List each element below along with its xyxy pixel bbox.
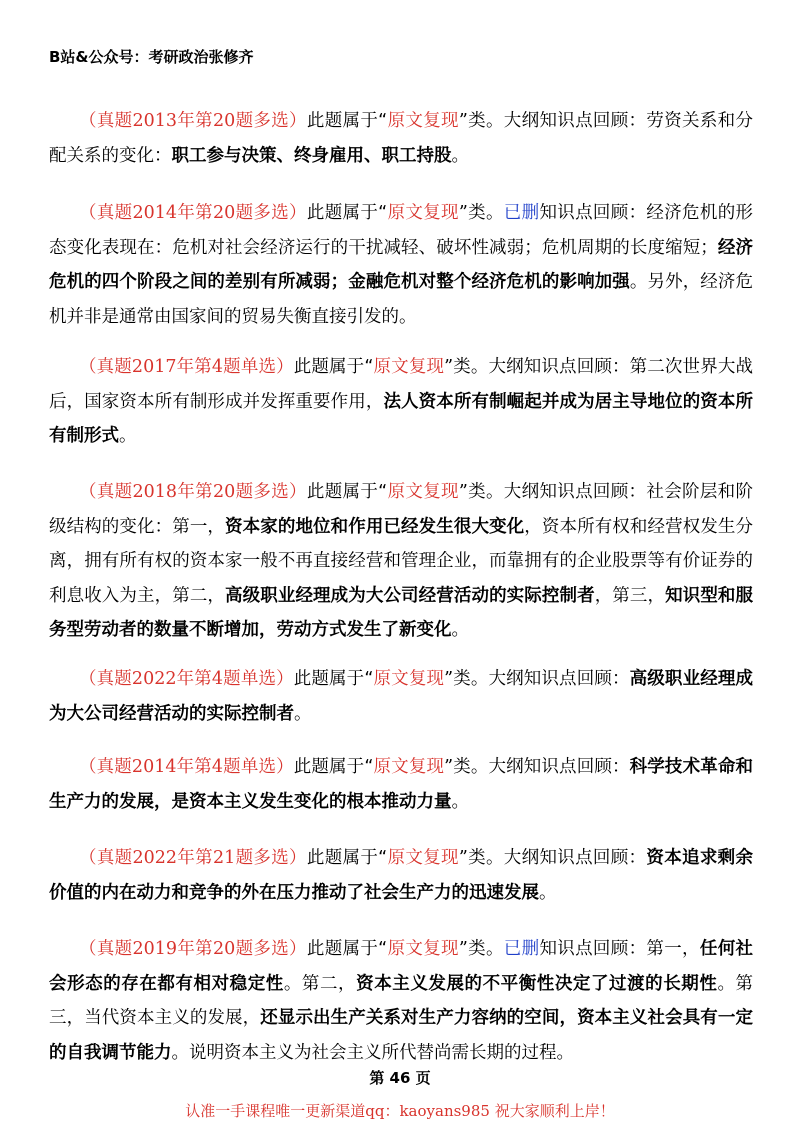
text-segment: ”类。 bbox=[458, 939, 504, 959]
text-segment: 知识点回顾：经济危机的形态变化表现在：危机对社会经济运行的干扰减轻、破坏性减弱；危机周期的长度缩短； bbox=[49, 203, 754, 258]
text-segment: 。 bbox=[451, 145, 469, 166]
text-segment: 此题属于“ bbox=[293, 757, 374, 777]
text-segment: 。第三，当代资本主义的发展， bbox=[49, 973, 754, 1028]
text-segment: 原文复现 bbox=[387, 111, 459, 131]
text-segment: 。 bbox=[294, 703, 312, 724]
page-number: 第 46 页 bbox=[369, 1069, 431, 1087]
text-segment: 还显示出生产关系对生产力容纳的空间，资本主义社会具有一定的自我调节能力 bbox=[49, 1008, 754, 1063]
text-segment: 法人资本所有制崛起并成为居主导地位的资本所有制形式 bbox=[49, 391, 754, 446]
text-segment: 此题属于“ bbox=[306, 848, 388, 868]
text-segment: 此题属于“ bbox=[293, 357, 374, 377]
text-segment: （真题2022年第4题单选） bbox=[79, 669, 294, 689]
text-segment: 原文复现 bbox=[373, 757, 445, 777]
paragraph-6 bbox=[49, 750, 753, 819]
text-segment: （真题2014年第20题多选） bbox=[79, 203, 307, 223]
page-header: B站&公众号：考研政治张修齐 bbox=[49, 48, 254, 66]
text-segment: 原文复现 bbox=[387, 848, 459, 868]
text-segment: ”类。大纲知识点回顾： bbox=[444, 669, 630, 689]
paragraph-4 bbox=[49, 475, 753, 648]
text-segment: 职工参与决策、终身雇用、职工持股 bbox=[171, 145, 452, 166]
text-segment: （真题2022年第21题多选） bbox=[79, 848, 307, 868]
text-segment: 资本家的地位和作用已经发生很大变化 bbox=[225, 516, 525, 537]
text-segment: ”类。大纲知识点回顾：社会阶层和阶级结构的变化：第一， bbox=[49, 482, 754, 537]
text-segment: 。 bbox=[451, 620, 469, 640]
text-segment: （真题2019年第20题多选） bbox=[79, 939, 307, 959]
text-segment: （真题2014年第4题单选） bbox=[79, 757, 294, 777]
text-segment: 。 bbox=[119, 426, 137, 446]
text-segment: ”类。大纲知识点回顾：劳资关系和分配关系的变化： bbox=[49, 111, 754, 166]
text-segment: 任何社会形态的存在都有相对稳定性 bbox=[49, 939, 754, 994]
text-segment: 此题属于“ bbox=[306, 939, 388, 959]
text-segment: 资本追求剩余价值的内在动力和竞争的外在压力推动了社会生产力的迅速发展 bbox=[49, 848, 754, 903]
paragraph-2 bbox=[49, 196, 753, 334]
text-segment: 。 bbox=[451, 791, 469, 812]
text-segment: 原文复现 bbox=[373, 669, 445, 689]
text-segment: 。 bbox=[539, 882, 557, 903]
paragraph-1 bbox=[49, 104, 753, 173]
text-segment: 原文复现 bbox=[387, 482, 459, 502]
text-segment: 知识型和服务型劳动者的数量不断增加，劳动方式发生了新变化 bbox=[49, 585, 754, 640]
text-segment: ”类。大纲知识点回顾：第二次世界大战后，国家资本所有制形成并发挥重要作用， bbox=[49, 357, 753, 412]
text-segment: 此题属于“ bbox=[293, 669, 374, 689]
text-segment: ，第三， bbox=[594, 585, 666, 606]
text-segment: （真题2013年第20题多选） bbox=[79, 111, 307, 131]
text-segment: 已删 bbox=[503, 203, 540, 223]
text-segment: 资本主义发展的不平衡性决定了过渡的长期性 bbox=[356, 973, 718, 994]
text-segment: 原文复现 bbox=[387, 203, 459, 223]
paragraph-7 bbox=[49, 841, 753, 910]
text-segment: 知识点回顾：第一， bbox=[539, 939, 700, 959]
text-segment: 经济危机的四个阶段之间的差别有所减弱；金融危机对整个经济危机的影响加强 bbox=[49, 237, 754, 292]
text-segment: 原文复现 bbox=[387, 939, 459, 959]
paragraph-5 bbox=[49, 662, 753, 731]
text-segment: 高级职业经理成为大公司经营活动的实际控制者 bbox=[49, 669, 753, 724]
text-segment: ”类。 bbox=[458, 203, 504, 223]
text-segment: 高级职业经理成为大公司经营活动的实际控制者 bbox=[225, 585, 595, 606]
text-segment: 。说明资本主义为社会主义所代替尚需长期的过程。 bbox=[171, 1042, 574, 1063]
paragraph-3 bbox=[49, 350, 753, 454]
text-segment: 。第二， bbox=[283, 973, 357, 994]
text-segment: ，资本所有权和经营权发生分离，拥有所有权的资本家一般不再直接经营和管理企业，而靠拥有的企业股票等有价证券的利息收入为主，第二， bbox=[49, 516, 754, 606]
text-segment: 此题属于“ bbox=[306, 482, 388, 502]
text-segment: ”类。大纲知识点回顾： bbox=[458, 848, 647, 868]
text-segment: 科学技术革命和生产力的发展，是资本主义发生变化的根本推动力量 bbox=[49, 757, 753, 812]
text-segment: 。另外，经济危机并非是通常由国家间的贸易失衡直接引发的。 bbox=[49, 272, 754, 327]
text-segment: 此题属于“ bbox=[306, 111, 388, 131]
paragraph-8 bbox=[49, 932, 753, 1070]
text-segment: 已删 bbox=[503, 939, 540, 959]
text-segment: ”类。大纲知识点回顾： bbox=[444, 757, 630, 777]
text-segment: （真题2017年第4题单选） bbox=[79, 357, 294, 377]
text-segment: （真题2018年第20题多选） bbox=[79, 482, 307, 502]
footer-note: 认准一手课程唯一更新渠道qq：kaoyans985 祝大家顺利上岸！ bbox=[185, 1102, 615, 1120]
text-segment: 此题属于“ bbox=[306, 203, 388, 223]
text-segment: 原文复现 bbox=[373, 357, 445, 377]
